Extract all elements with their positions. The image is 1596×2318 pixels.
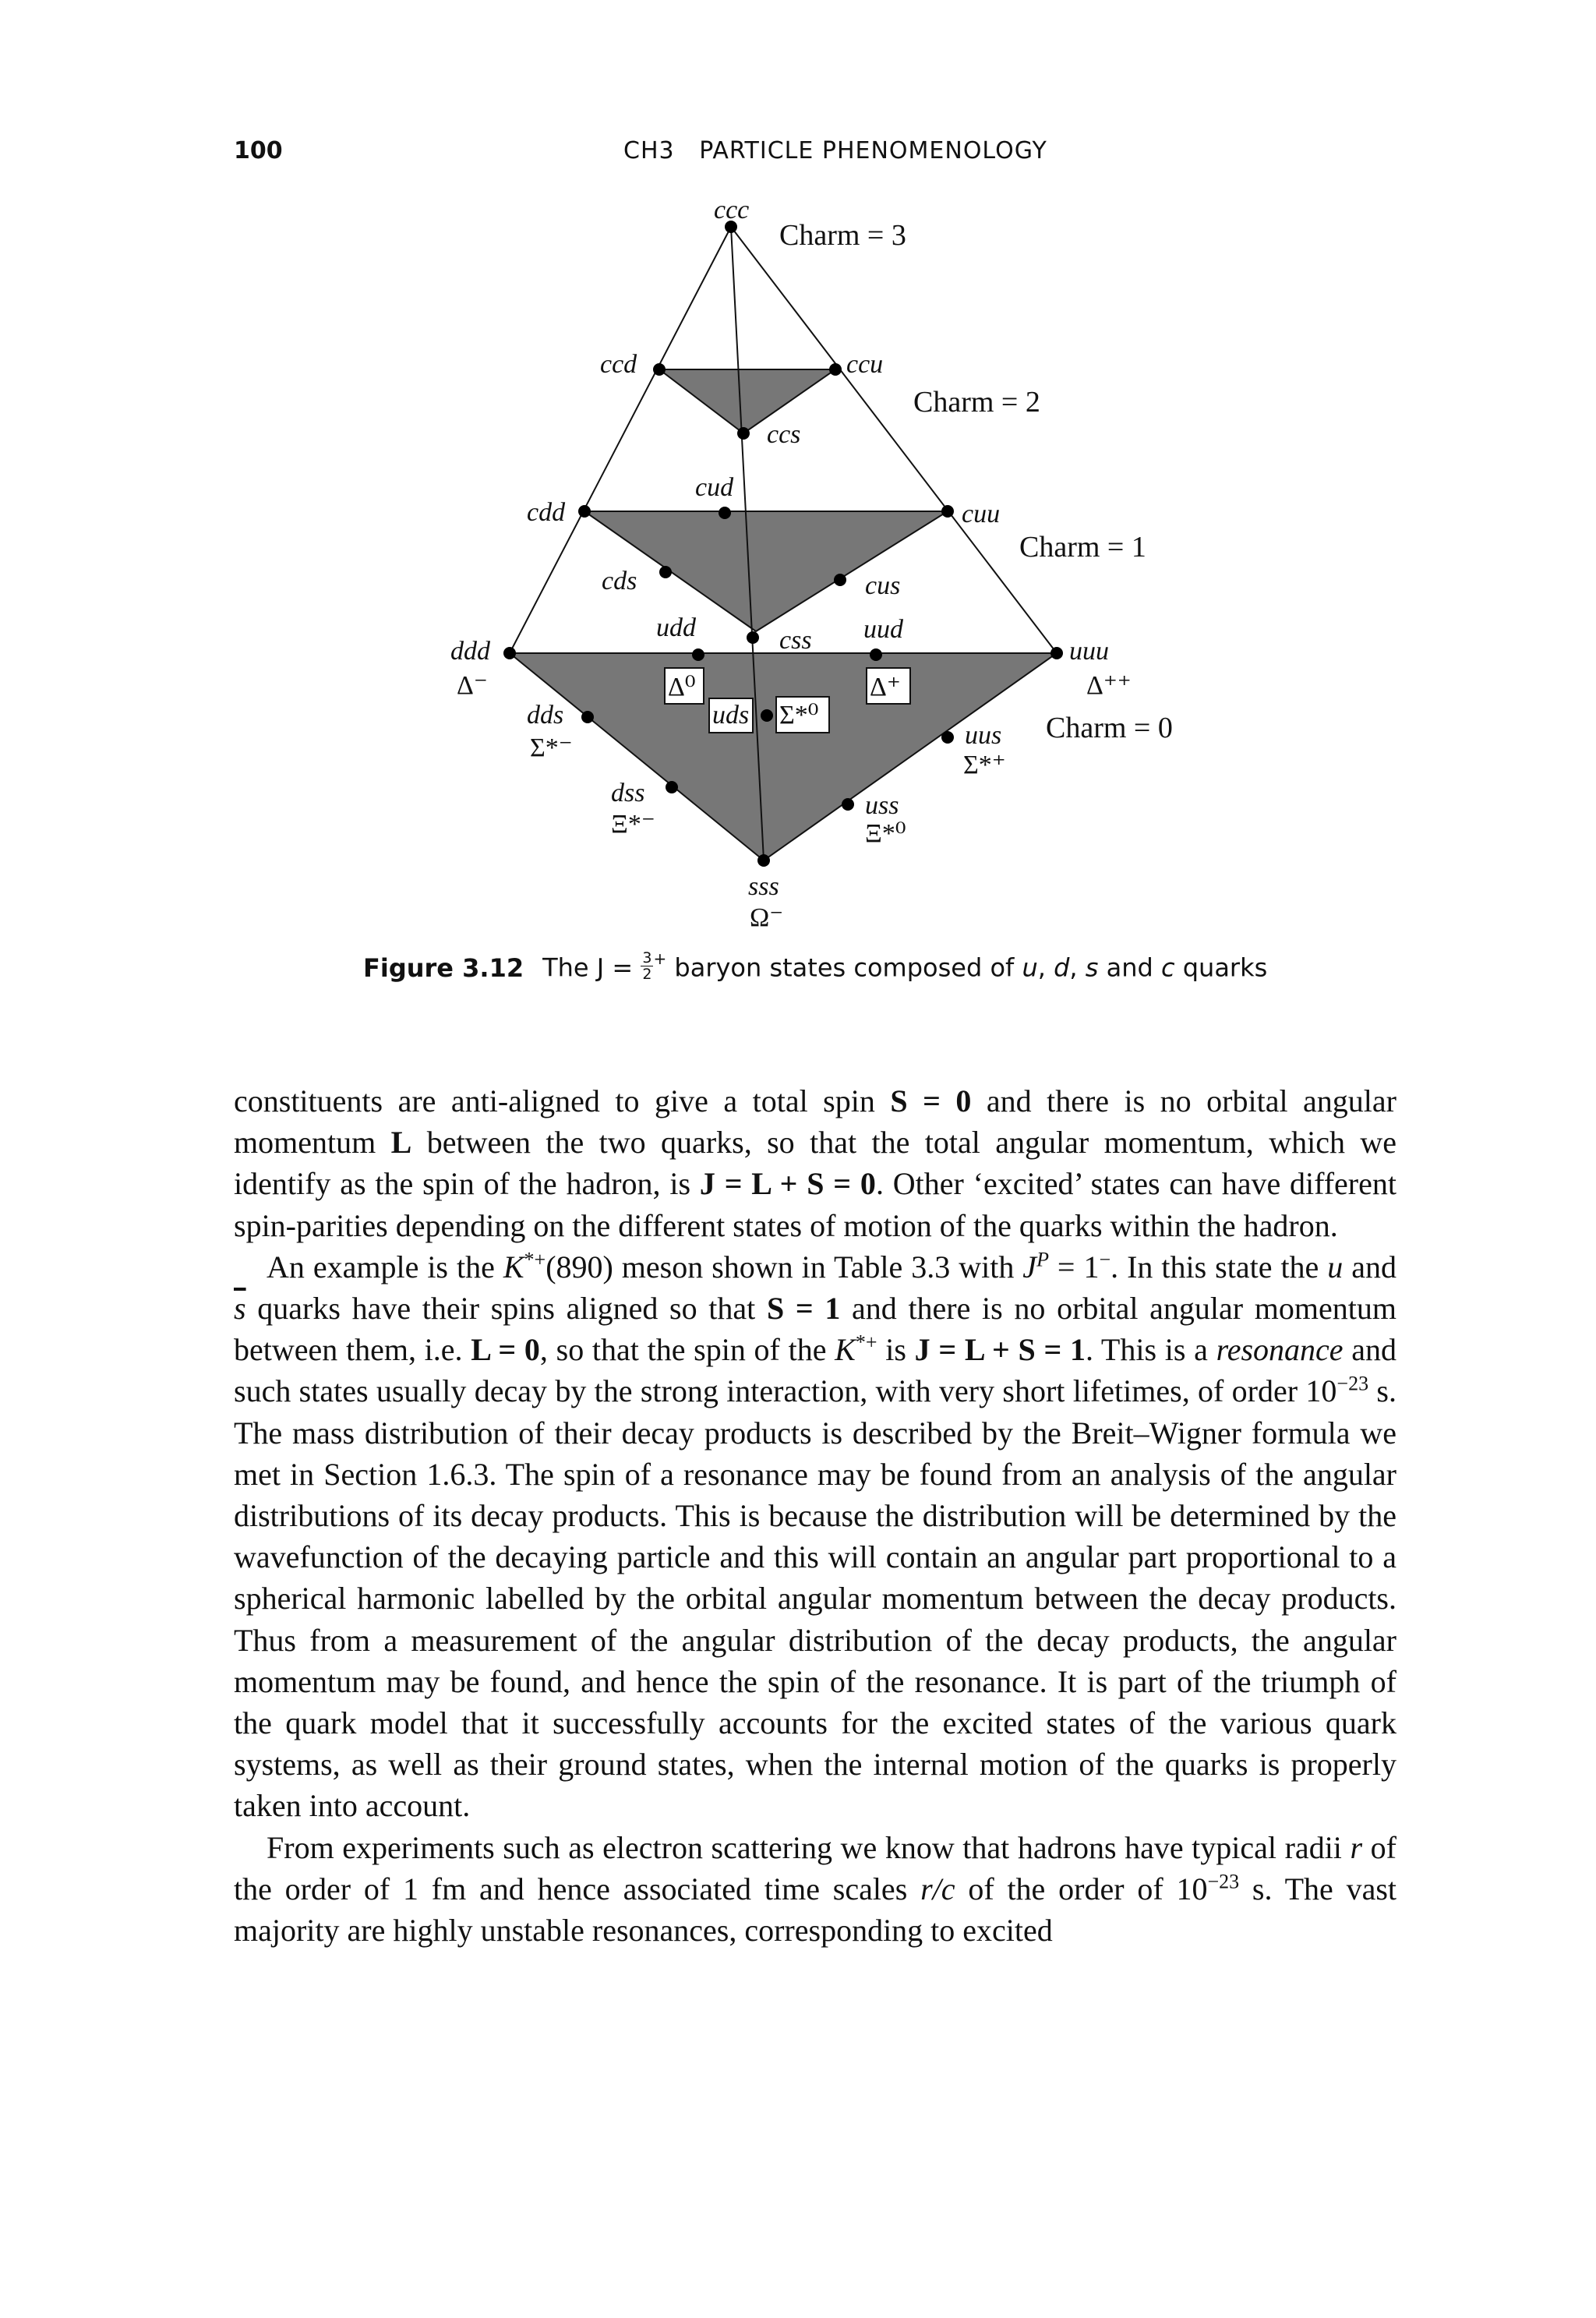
label-cud: cud bbox=[695, 473, 734, 502]
dot-uus bbox=[941, 731, 954, 744]
paragraph-1: constituents are anti-aligned to give a total spin S = 0 and there is no orbital angular momentum L between the two quarks, so that the total angular momentum, which we identify as the spin of the hadron, is J = L + S = 0. Other ‘excited’ states can have different spin-parities depending on the different states of motion of the quarks within the hadron. bbox=[234, 1083, 1396, 1243]
fraction-three-halves: $\frac{3}{2}$ bbox=[642, 949, 652, 984]
label-ccd: ccd bbox=[600, 350, 637, 379]
charm-label-2: Charm = 2 bbox=[913, 386, 1040, 419]
dot-dss bbox=[666, 781, 678, 793]
dot-cud bbox=[719, 507, 731, 519]
figure-caption: Figure 3.12 The J = $\frac{3}{2}$ + baryon states composed of u, d, s and c quarks bbox=[363, 949, 1268, 984]
dot-ccd bbox=[653, 363, 666, 376]
paragraph-3: From experiments such as electron scattering we know that hadrons have typical radii r of the order of 1 fm and hence associated time scales r/c of the order of $10^{-23}$ s. The vast majority are highly unstable resonances, corresponding to excited bbox=[234, 1829, 1397, 1949]
paragraph-2: An example is the K*+(890) meson shown in Table 3.3 with $J^P = 1^-$. In this state the u and $\overline{s}$ quarks have their spins aligned so that S = 1 and there is no orbital angular momentum between them, i.e. L = 0, so that the spin of the K*+ is J = L + S = 1. This is a resonance and such states usually decay by the strong interaction, with very short lifetimes, of order $10^{-23}$ s. The mass distribution of their decay products is described by the Breit–Wigner formula we met in Section 1.6.3. The spin of a resonance may be found from an analysis of the angular distributions of its decay products. This is because the distribution will be determined by the wavefunction of the decaying particle and this will contain an angular part proportional to a spherical harmonic labelled by the orbital angular momentum between the decay products. Thus from a measurement of the angular distribution of the decay products, the angular momentum may be found, and hence the spin of the resonance. It is part of the triumph of the quark model that it successfully accounts for the excited states of the various quark systems, as well as their ground states, when the internal motion of the quarks is properly taken into account. bbox=[234, 1248, 1397, 1824]
label-udd: udd bbox=[656, 613, 696, 642]
label-cds: cds bbox=[602, 567, 637, 595]
dot-uud bbox=[870, 648, 882, 661]
label-ccu: ccu bbox=[846, 350, 884, 379]
dot-cus bbox=[834, 574, 846, 586]
particle-xi-0: Ξ*⁰ bbox=[865, 819, 906, 848]
label-uuu: uuu bbox=[1069, 637, 1109, 666]
label-uus: uus bbox=[965, 721, 1002, 750]
dot-uuu bbox=[1050, 647, 1063, 659]
charm-2-plane bbox=[659, 369, 835, 433]
particle-delta-plus: Δ⁺ bbox=[870, 673, 901, 701]
label-uud: uud bbox=[863, 615, 903, 644]
particle-delta-minus: Δ⁻ bbox=[457, 671, 488, 700]
particle-sigma-plus: Σ*⁺ bbox=[963, 751, 1006, 779]
charm-label-0: Charm = 0 bbox=[1046, 712, 1173, 744]
dot-cds bbox=[659, 566, 672, 578]
dot-cuu bbox=[941, 505, 954, 518]
label-ddd: ddd bbox=[450, 637, 490, 666]
dot-ddd bbox=[503, 647, 516, 659]
figure-number: Figure 3.12 bbox=[363, 952, 524, 983]
body-text bbox=[234, 1080, 1396, 1951]
dot-udd bbox=[692, 648, 704, 661]
label-cus: cus bbox=[865, 571, 901, 600]
charm-label-3: Charm = 3 bbox=[779, 219, 906, 252]
label-dds: dds bbox=[527, 701, 564, 730]
dot-ccs bbox=[737, 427, 750, 440]
dot-ccu bbox=[829, 363, 842, 376]
charm-label-1: Charm = 1 bbox=[1019, 531, 1146, 564]
dot-uds bbox=[761, 709, 773, 722]
label-ccc: ccc bbox=[714, 196, 750, 224]
particle-delta-0: Δ⁰ bbox=[668, 673, 696, 701]
page-number: 100 bbox=[234, 137, 283, 164]
dot-dds bbox=[581, 711, 594, 723]
label-cuu: cuu bbox=[962, 500, 1001, 528]
particle-sigma-0: Σ*⁰ bbox=[779, 701, 819, 730]
dot-cdd bbox=[578, 505, 591, 518]
particle-omega-minus: Ω⁻ bbox=[750, 903, 784, 932]
baryon-multiplet-figure bbox=[0, 0, 1596, 943]
dot-uss bbox=[842, 798, 854, 811]
label-css: css bbox=[779, 626, 812, 655]
label-ccs: ccs bbox=[767, 420, 801, 449]
label-sss: sss bbox=[748, 872, 779, 901]
label-uds: uds bbox=[712, 701, 750, 730]
particle-sigma-minus: Σ*⁻ bbox=[530, 733, 573, 762]
dot-css bbox=[747, 631, 759, 644]
dot-sss bbox=[757, 854, 770, 867]
label-uss: uss bbox=[865, 791, 899, 820]
label-cdd: cdd bbox=[527, 498, 566, 527]
label-dss: dss bbox=[611, 779, 645, 807]
chapter-title: CH3 PARTICLE PHENOMENOLOGY bbox=[623, 137, 1047, 164]
particle-delta-plusplus: Δ⁺⁺ bbox=[1086, 671, 1132, 700]
particle-xi-minus: Ξ*⁻ bbox=[611, 810, 655, 839]
